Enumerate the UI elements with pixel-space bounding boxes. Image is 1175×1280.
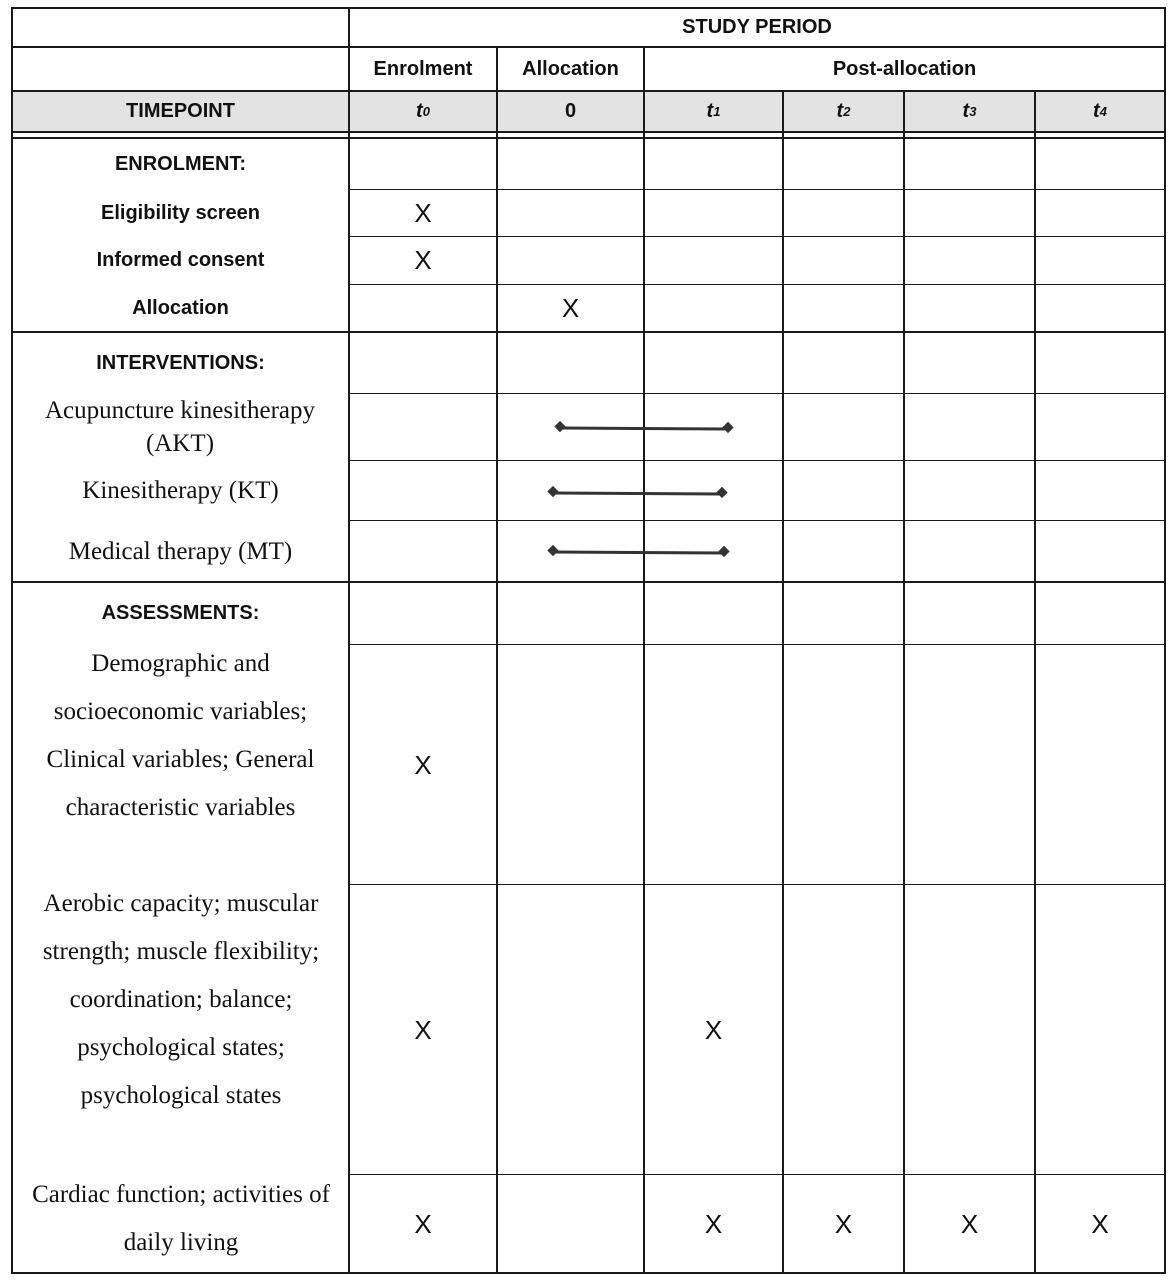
mark-cardiac-t0: X bbox=[414, 1208, 432, 1239]
mark-consent-t0: X bbox=[414, 245, 432, 275]
row-eligibility-label: Eligibility screen bbox=[101, 201, 260, 224]
vline-right bbox=[1164, 7, 1166, 1274]
hline-ass2 bbox=[350, 884, 1166, 885]
timepoint-header: TIMEPOINT bbox=[126, 100, 235, 122]
hline-int2 bbox=[350, 460, 1166, 461]
mark-cardiac-t2: X bbox=[834, 1208, 853, 1239]
duration-bar-mt bbox=[553, 551, 724, 555]
hline-bottom bbox=[11, 1272, 1166, 1274]
vline-c3 bbox=[782, 91, 784, 1274]
enrolment-phase-header: Enrolment bbox=[373, 57, 473, 80]
mark-aerobic-t0: X bbox=[414, 1014, 432, 1045]
row-cardiac-label: Cardiac function; activities of daily living bbox=[32, 1181, 330, 1256]
row-akt-label: Acupuncture kinesitherapy (AKT) bbox=[44, 397, 316, 457]
mark-cardiac-t4: X bbox=[1091, 1208, 1109, 1239]
hline-tp-1 bbox=[11, 131, 1166, 133]
section-enrolment: ENROLMENT: bbox=[114, 152, 247, 175]
timepoint-t0: t 0 bbox=[416, 100, 430, 122]
hline-int3 bbox=[350, 520, 1166, 521]
section-assessments: ASSESSMENTS: bbox=[101, 602, 260, 624]
hline-ass3 bbox=[350, 1174, 1166, 1175]
study-period-header: STUDY PERIOD bbox=[682, 16, 832, 38]
hline-int1 bbox=[350, 393, 1166, 394]
duration-bar-kt bbox=[553, 492, 722, 496]
mark-aerobic-t1: X bbox=[704, 1014, 723, 1045]
row-mt-label: Medical therapy (MT) bbox=[68, 537, 293, 565]
section-interventions: INTERVENTIONS: bbox=[96, 351, 265, 374]
timepoint-t1: t 1 bbox=[706, 100, 721, 122]
mark-cardiac-t1: X bbox=[704, 1208, 723, 1239]
mark-cardiac-t3: X bbox=[960, 1208, 979, 1239]
row-demographic-label: Demographic and socioeconomic variables; Clinical variables; General characteristic variables bbox=[46, 650, 315, 821]
row-consent-label: Informed consent bbox=[96, 249, 265, 271]
timepoint-t2: t 2 bbox=[836, 100, 851, 122]
mark-eligibility-t0: X bbox=[414, 197, 432, 228]
post-allocation-phase-header: Post-allocation bbox=[832, 57, 977, 80]
mark-allocation-0: X bbox=[561, 292, 580, 323]
row-allocation-label: Allocation bbox=[132, 296, 229, 319]
timepoint-0: 0 bbox=[564, 100, 577, 122]
timepoint-t3: t 3 bbox=[962, 100, 977, 122]
vline-c4 bbox=[903, 91, 905, 1274]
timepoint-t4: t 4 bbox=[1093, 100, 1107, 122]
duration-bar-akt bbox=[560, 427, 728, 431]
vline-c5 bbox=[1034, 91, 1036, 1274]
row-aerobic-label: Aerobic capacity; muscular strength; muscle flexibility; coordination; balance; psychological states; psychological states bbox=[42, 890, 320, 1109]
mark-demographic-t0: X bbox=[414, 749, 432, 780]
hline-ass1 bbox=[350, 644, 1166, 645]
row-kt-label: Kinesitherapy (KT) bbox=[82, 477, 279, 504]
hline-en3 bbox=[350, 284, 1166, 285]
vline-c1 bbox=[496, 47, 498, 1274]
allocation-phase-header: Allocation bbox=[522, 57, 619, 80]
vline-c2 bbox=[643, 47, 645, 1274]
